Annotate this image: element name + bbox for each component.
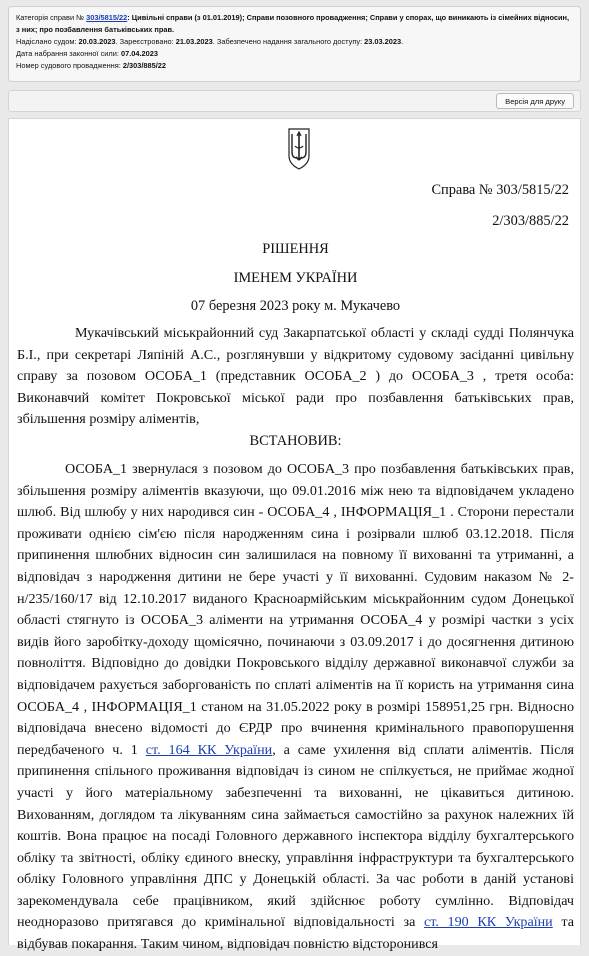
registered-label: . Зареєстровано: [115,37,176,46]
effective-date-value: 07.04.2023 [120,49,158,58]
body-text-part3: та відбував покарання. Таким чином, відповідач повністю відсторонився [17,914,574,953]
document-subtitle: ІМЕНЕМ УКРАЇНИ [233,270,358,286]
case-number-link[interactable]: 303/5815/22 [86,13,128,22]
body-text-part2: , а саме ухилення від сплати аліментів. Після припинення спільного проживання відповідач із сином не спілкується, не приймає жодної участі у його матеріальному забезпеченні та вихованні, не цікавиться дитиною. Вихованням, доглядом та лікуванням сина займається самостійно за рахунок належних їй коштів. Вона працює на посаді Головного державного інспектора відділу бухгалтерського обліку та звітності, обліку єдиного внеску, управління інфраструктури та бухгалтерського обліку Головного управління ДПС у Донецькій області. За час роботи в даній установі зарекомендувала себе працівником, який здійснює роботу сумлінно. Відповідач неодноразово притягався до кримінальної відповідальності за [17,741,574,931]
case-number: Справа № 303/5815/22 [431,182,569,198]
intro-paragraph: Мукачівський міськрайонний суд Закарпатської області у складі судді Полянчука Б.І., при секретарі Ляпіній А.С., розглянувши у відкритому судовому засіданні цивільну справу за позовом ОСОБА_1 (представник ОСОБА_2 ) до ОСОБА_3 , третя особа: Виконавчий комітет Покровської міської ради про позбавлення батьківських прав, збільшення розміру аліментів, [17,325,574,428]
trident-emblem-icon [287,126,311,170]
toolbar [8,90,581,112]
proceeding-number-row [16,60,573,72]
document-page [8,118,581,953]
case-category-text: Цивільні справи (з 01.01.2019); Справи позовного провадження; Справи у спорах, що виникають із сімейних відносин, з них; про позбавлення батьківських прав. [16,13,570,34]
proceeding-number: 2/303/885/22 [492,213,569,229]
print-version-button[interactable]: Версія для друку [496,93,574,109]
effective-date-label: Дата набрання законної сили: [16,49,121,58]
dates-row [16,36,573,48]
article-190-link[interactable]: ст. 190 КК України [424,914,553,931]
date-place: 07 березня 2023 року м. Мукачево [190,298,401,314]
article-164-link[interactable]: ст. 164 КК України [145,741,273,758]
public-access-date: 23.03.2023 [364,37,402,46]
colon: : [127,13,130,22]
body-paragraph [17,459,574,956]
registered-date: 21.03.2023 [175,37,213,46]
case-category-label: Категорія справи № [16,13,85,22]
established-heading: ВСТАНОВИВ: [249,433,342,449]
public-access-label: . Забезпечено надання загального доступу: [212,37,365,46]
sent-label: Надіслано судом: [16,37,79,46]
proceeding-number-label: Номер судового провадження: [16,61,123,70]
proceeding-number-value: 2/303/885/22 [122,61,166,70]
case-metadata-panel [8,6,581,82]
period: . [401,37,404,46]
body-text-part1: ОСОБА_1 звернулася з позовом до ОСОБА_3 про позбавлення батьківських прав, збільшення розміру аліментів вказуючи, що 09.01.2016 між нею та відповідачем укладено шлюб. Від шлюбу у них народився син - ОСОБА_4 , ІНФОРМАЦІЯ_1 . Сторони перестали проживати однією сім'єю після народженням сина і розірвали шлюб 03.12.2018. Після припинення шлюбних відносин син залишилася на повному її вихованні та утриманні, а відповідач з народження дитини не бере участі у її вихованні. Судовим наказом № 2-н/235/160/17 від 12.10.2017 виданого Красноармійським міськрайонним судом Донецької області стягнуто із ОСОБА_3 аліменти на утримання ОСОБА_4 у розмірі частки з усіх видів його заробітку-доходу щомісячно, починаючи з 03.09.2017 і до досягнення дитиною повноліття. Відповідно до довідки Покровського відділу державної виконавчої служби за відповідачем рахується заборгованість по сплаті аліментів на її користь на утримання сина ОСОБА_4 , ІНФОРМАЦІЯ_1 станом на 31.05.2022 року в розмірі 158951,25 грн. Відносно відповідача внесено відомості до ЄРДР про вчинення кримінального правопорушення передбаченого ч. 1 [17,461,574,758]
case-category-row [16,12,573,36]
document-title: РІШЕННЯ [262,241,329,257]
effective-date-row [16,48,573,60]
sent-date: 20.03.2023 [78,37,116,46]
